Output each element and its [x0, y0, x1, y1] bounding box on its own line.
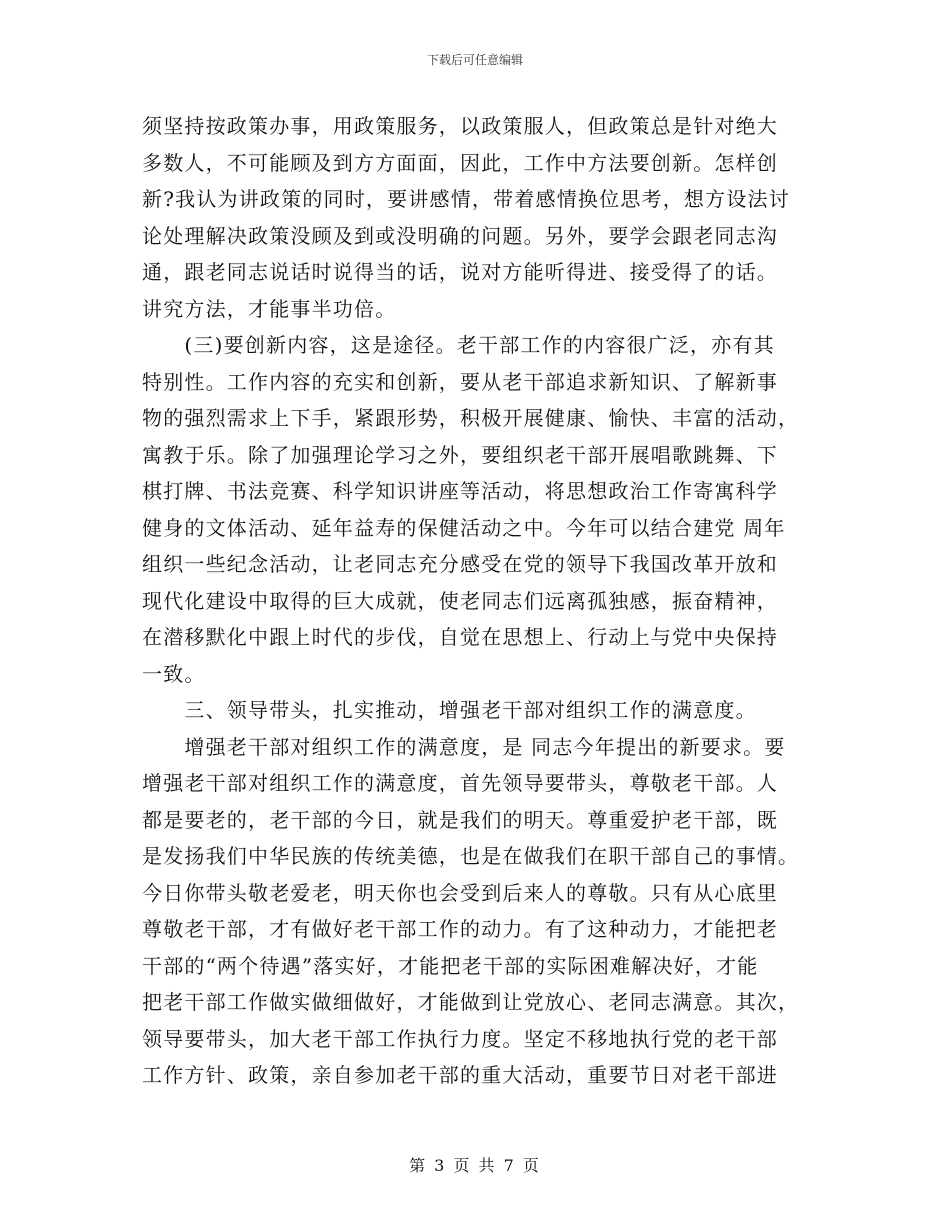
- document-body: [142, 108, 814, 1094]
- text-line: 尊敬老干部，才有做好老干部工作的动力。有了这种动力，才能把老: [142, 917, 778, 941]
- text-line: 物的强烈需求上下手，紧跟形势，积极开展健康、愉快、丰富的活动，: [142, 406, 800, 430]
- text-line: 是发扬我们中华民族的传统美德，也是在做我们在职干部自己的事情。: [142, 844, 800, 868]
- text-line: 组织一些纪念活动，让老同志充分感受在党的领导下我国改革开放和: [142, 552, 778, 576]
- text-line: 健身的文体活动、延年益寿的保健活动之中。今年可以结合建党 周年: [142, 515, 786, 540]
- text-line: (三)要创新内容，这是途径。老干部工作的内容很广泛，亦有其: [142, 333, 775, 357]
- text-line: 特别性。工作内容的充实和创新，要从老干部追求新知识、了解新事: [142, 369, 778, 394]
- text-line: 在潜移默化中跟上时代的步伐，自觉在思想上、行动上与党中央保持: [142, 625, 778, 649]
- text-line: 增强老干部对组织工作的满意度，是 同志今年提出的新要求。要: [142, 734, 786, 759]
- text-line: 新?我认为讲政策的同时，要讲感情，带着感情换位思考，想方设法讨: [142, 187, 790, 211]
- text-line: 今日你带头敬老爱老，明天你也会受到后来人的尊敬。只有从心底里: [142, 880, 778, 905]
- page-header: 下载后可任意编辑: [426, 53, 523, 67]
- text-line: 棋打牌、书法竞赛、科学知识讲座等活动，将思想政治工作寄寓科学: [142, 479, 778, 503]
- text-line: 干部的“两个待遇”落实好，才能把老干部的实际困难解决好，才能: [142, 953, 759, 978]
- text-line: 工作方针、政策，亲自参加老干部的重大活动，重要节日对老干部进: [142, 1063, 778, 1087]
- text-line: 都是要老的，老干部的今日，就是我们的明天。尊重爱护老干部，既: [142, 807, 778, 832]
- text-line: 把老干部工作做实做细做好，才能做到让党放心、老同志满意。其次，: [142, 990, 800, 1014]
- text-line: 通，跟老同志说话时说得当的话，说对方能听得进、接受得了的话。: [142, 260, 778, 284]
- text-line: 须坚持按政策办事，用政策服务，以政策服人，但政策总是针对绝大: [142, 114, 778, 138]
- text-line: 领导要带头，加大老干部工作执行力度。坚定不移地执行党的老干部: [142, 1026, 778, 1051]
- text-line: 论处理解决政策没顾及到或没明确的问题。另外，要学会跟老同志沟: [142, 223, 778, 248]
- text-line: 现代化建设中取得的巨大成就，使老同志们远离孤独感，振奋精神，: [142, 588, 778, 613]
- text-line: 寓教于乐。除了加强理论学习之外，要组织老干部开展唱歌跳舞、下: [142, 442, 778, 467]
- text-line: 一致。: [142, 661, 206, 686]
- text-line: 增强老干部对组织工作的满意度，首先领导要带头，尊敬老干部。人: [142, 771, 778, 795]
- text-line: 多数人，不可能顾及到方方面面，因此，工作中方法要创新。怎样创: [142, 150, 778, 175]
- page-footer: 第 3 页 共 7 页: [409, 1156, 541, 1175]
- text-line: 三、领导带头，扎实推动，增强老干部对组织工作的满意度。: [142, 698, 757, 722]
- text-line: 讲究方法，才能事半功倍。: [142, 296, 397, 321]
